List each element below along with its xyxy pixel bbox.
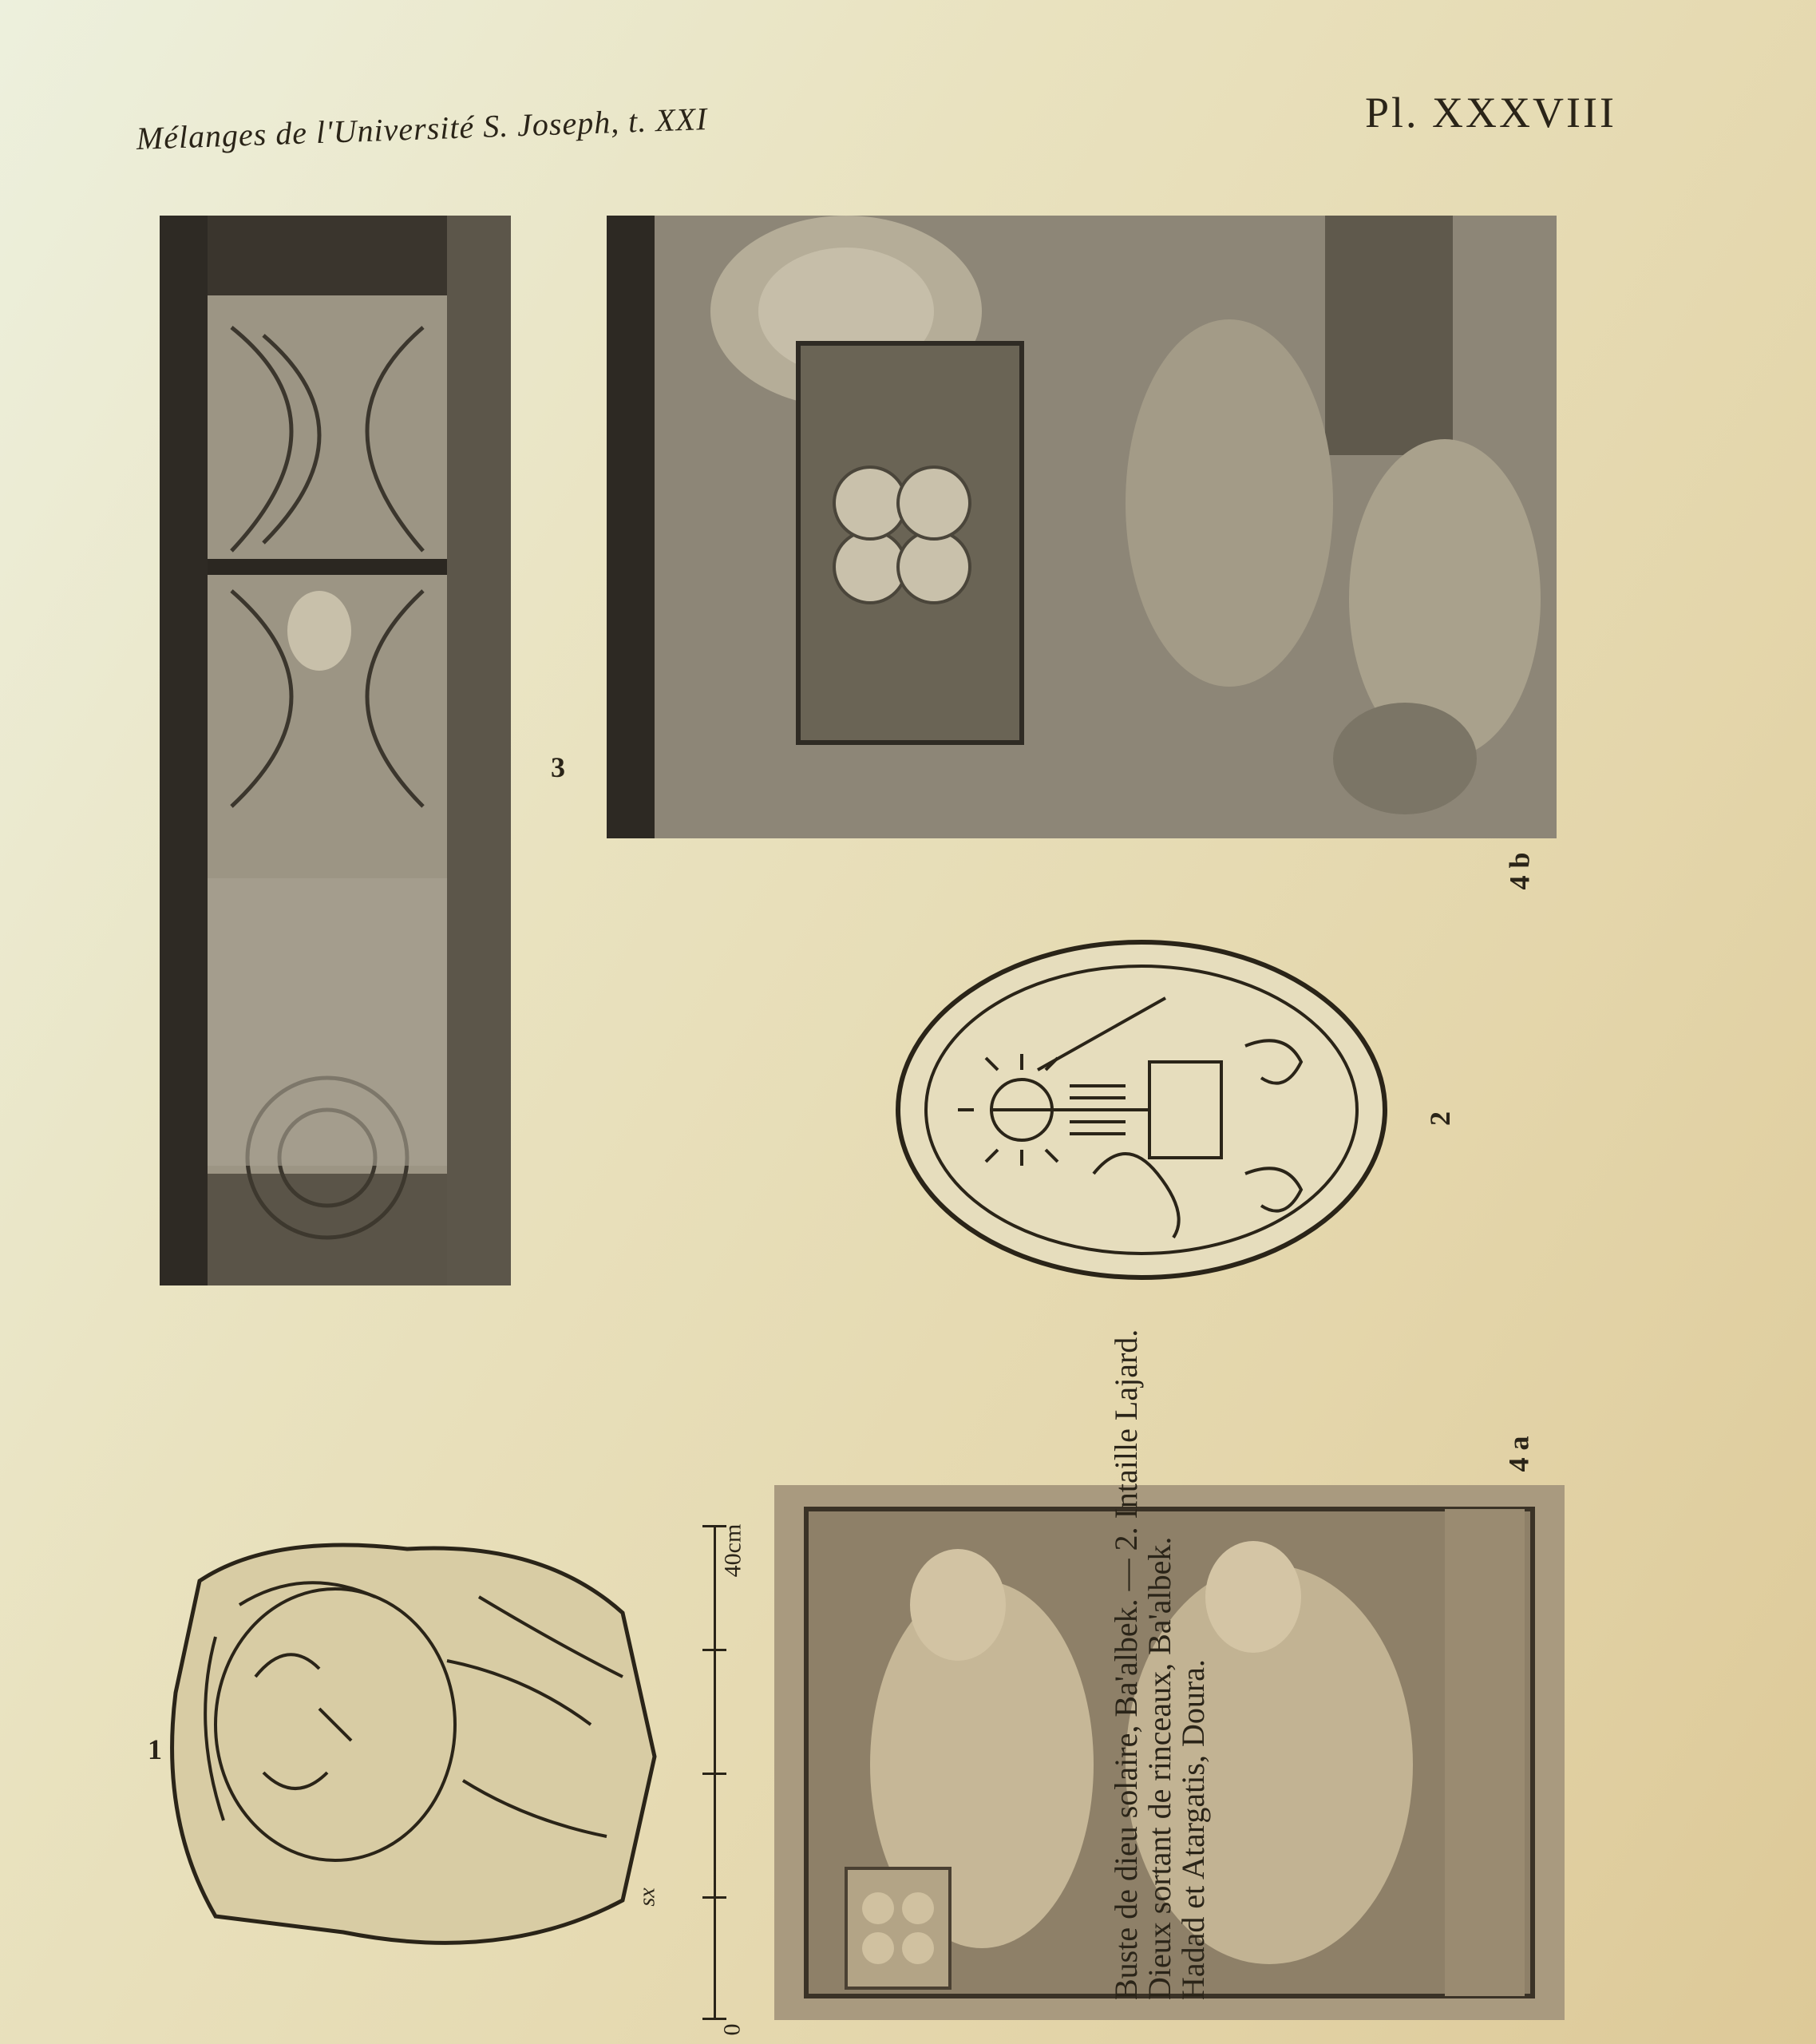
journal-header: Mélanges de l'Université S. Joseph, t. XXI (136, 101, 709, 156)
relief-4b-drawing (607, 216, 1557, 838)
artist-signature: sx (635, 1888, 660, 1907)
figure-4b-relief-photo (607, 216, 1557, 838)
figure-3-frieze-photo (160, 216, 511, 1285)
scale-tick (702, 1773, 726, 1775)
caption-line-1: Buste de dieu solaire, Ba'albek. — 2. Intaille Lajard. (1108, 1329, 1144, 2000)
caption-line-2: Dieux sortant de rinceaux, Ba'albek. (1141, 1536, 1177, 2000)
figure-4a-number: 4 a (1502, 1436, 1535, 1472)
frieze-relief-drawing (160, 216, 511, 1285)
scale-label-end: 40cm (719, 1523, 746, 1578)
figure-3-number: 3 (551, 751, 565, 783)
scale-tick (702, 1649, 726, 1651)
scale-tick (702, 2018, 726, 2020)
scale-label-start: 0 (718, 2023, 746, 2036)
figure-2-number: 2 (1424, 1111, 1456, 1126)
caption-line-3: Hadad et Atargatis, Doura. (1175, 1659, 1211, 2000)
figure-1-number: 1 (148, 1733, 162, 1765)
figure-4b-number: 4 b (1503, 852, 1536, 890)
scale-tick (702, 1896, 726, 1899)
scale-bar (710, 1525, 718, 2020)
plate-caption (1110, 1202, 1210, 2000)
plate-number: Pl. XXXVIII (1365, 89, 1616, 137)
figure-1-bust-drawing (144, 1517, 671, 1964)
